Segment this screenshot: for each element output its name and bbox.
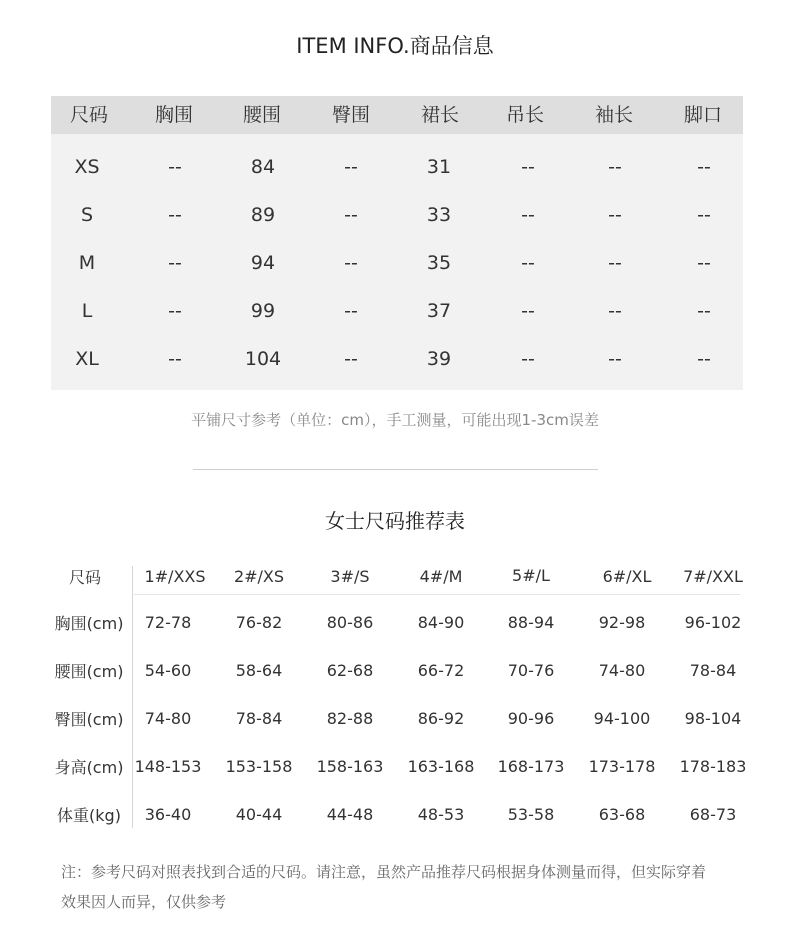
table-cell: 68-73 (689, 805, 737, 824)
table-cell: 80-86 (326, 613, 374, 632)
row-label: 体重(kg) (57, 806, 121, 825)
size-header: 4#/M (419, 567, 463, 586)
table-cell: XL (75, 348, 99, 370)
table-cell: 44-48 (326, 805, 374, 824)
header-cell: 胸围 (154, 104, 193, 126)
size-header: 7#/XXL (683, 567, 743, 586)
table-cell: 89 (250, 204, 276, 226)
table-cell: 37 (426, 300, 452, 322)
size-chart-note-line-2: 效果因人而异，仅供参考 (61, 893, 227, 911)
table-cell: 48-53 (417, 805, 465, 824)
table-cell: 66-72 (417, 661, 465, 680)
table-cell: 74-80 (598, 661, 646, 680)
size-header: 1#/XXS (144, 567, 206, 586)
table-cell: 94-100 (593, 709, 651, 728)
item-info-title: ITEM INFO.商品信息 (296, 34, 494, 58)
table-cell: 168-173 (497, 757, 565, 776)
table-cell: 33 (426, 204, 452, 226)
item-info-table (51, 96, 743, 390)
table-cell: 35 (426, 252, 452, 274)
header-cell: 腰围 (242, 104, 281, 126)
table-cell: -- (168, 156, 182, 178)
table-cell: 31 (426, 156, 452, 178)
table-cell: 58-64 (235, 661, 283, 680)
table-cell: 173-178 (588, 757, 656, 776)
header-cell: 裙长 (420, 104, 459, 126)
size-chart-note (61, 857, 761, 917)
table-cell: 94 (250, 252, 276, 274)
table-cell: -- (168, 348, 182, 370)
table-cell: 88-94 (507, 613, 555, 632)
table-cell: -- (608, 156, 622, 178)
table-cell: 72-78 (144, 613, 192, 632)
row-label: 腰围(cm) (54, 662, 124, 681)
table-cell: -- (344, 252, 358, 274)
table-cell: 153-158 (225, 757, 293, 776)
table-cell: 158-163 (316, 757, 384, 776)
row-label: 身高(cm) (54, 758, 124, 777)
table-cell: -- (697, 204, 711, 226)
table-cell: 39 (426, 348, 452, 370)
table-cell: 70-76 (507, 661, 555, 680)
table-cell: 62-68 (326, 661, 374, 680)
size-chart-title: 女士尺码推荐表 (325, 509, 465, 533)
table-cell: -- (521, 348, 535, 370)
table-cell: 92-98 (598, 613, 646, 632)
header-cell: 袖长 (594, 104, 633, 126)
size-header: 3#/S (330, 567, 370, 586)
table-cell: 76-82 (235, 613, 283, 632)
table-cell: 74-80 (144, 709, 192, 728)
size-header: 6#/XL (602, 567, 652, 586)
measurement-note: 平铺尺寸参考（单位：cm），手工测量，可能出现1-3cm误差 (191, 411, 599, 429)
table-cell: -- (521, 204, 535, 226)
size-header: 2#/XS (233, 567, 285, 586)
table-cell: -- (168, 204, 182, 226)
table-cell: 54-60 (144, 661, 192, 680)
table-vertical-rule (132, 566, 133, 828)
table-cell: M (78, 252, 96, 274)
table-cell: -- (168, 252, 182, 274)
table-cell: -- (521, 252, 535, 274)
table-cell: -- (168, 300, 182, 322)
item-info-table-header (51, 96, 743, 134)
table-cell: -- (697, 252, 711, 274)
table-cell: -- (344, 348, 358, 370)
table-cell: 86-92 (417, 709, 465, 728)
table-cell: 84-90 (417, 613, 465, 632)
size-chart-note-line-1: 注：参考尺码对照表找到合适的尺码。请注意，虽然产品推荐尺码根据身体测量而得，但实际穿着 (61, 863, 707, 881)
table-cell: 63-68 (598, 805, 646, 824)
table-cell: -- (608, 252, 622, 274)
header-cell: 脚口 (683, 104, 722, 126)
table-cell: -- (521, 300, 535, 322)
header-cell: 尺码 (69, 104, 108, 126)
table-cell: 99 (250, 300, 276, 322)
row-label: 臀围(cm) (54, 710, 124, 729)
table-cell: 98-104 (684, 709, 742, 728)
table-cell: 163-168 (407, 757, 475, 776)
table-cell: XS (74, 156, 100, 178)
table-cell: -- (697, 348, 711, 370)
table-cell: -- (344, 204, 358, 226)
table-cell: -- (521, 156, 535, 178)
table-cell: S (80, 204, 94, 226)
table-cell: 78-84 (689, 661, 737, 680)
section-divider (193, 469, 598, 470)
table-cell: 53-58 (507, 805, 555, 824)
table-horizontal-rule (134, 594, 740, 595)
table-cell: -- (608, 300, 622, 322)
table-cell: -- (697, 156, 711, 178)
row-label: 胸围(cm) (54, 614, 124, 633)
table-cell: 148-153 (134, 757, 202, 776)
header-cell: 臀围 (331, 104, 370, 126)
table-cell: -- (344, 300, 358, 322)
table-cell: 40-44 (235, 805, 283, 824)
table-cell: -- (344, 156, 358, 178)
table-cell: 82-88 (326, 709, 374, 728)
table-cell: 90-96 (507, 709, 555, 728)
table-cell: 96-102 (684, 613, 742, 632)
table-cell: L (81, 300, 93, 322)
table-cell: -- (608, 348, 622, 370)
table-cell: 178-183 (679, 757, 747, 776)
table-cell: 84 (250, 156, 276, 178)
corner-label: 尺码 (68, 568, 101, 587)
table-cell: -- (697, 300, 711, 322)
table-cell: 104 (244, 348, 282, 370)
size-header: 5#/L (512, 566, 550, 585)
table-cell: -- (608, 204, 622, 226)
table-cell: 78-84 (235, 709, 283, 728)
header-cell: 吊长 (505, 104, 544, 126)
table-cell: 36-40 (144, 805, 192, 824)
